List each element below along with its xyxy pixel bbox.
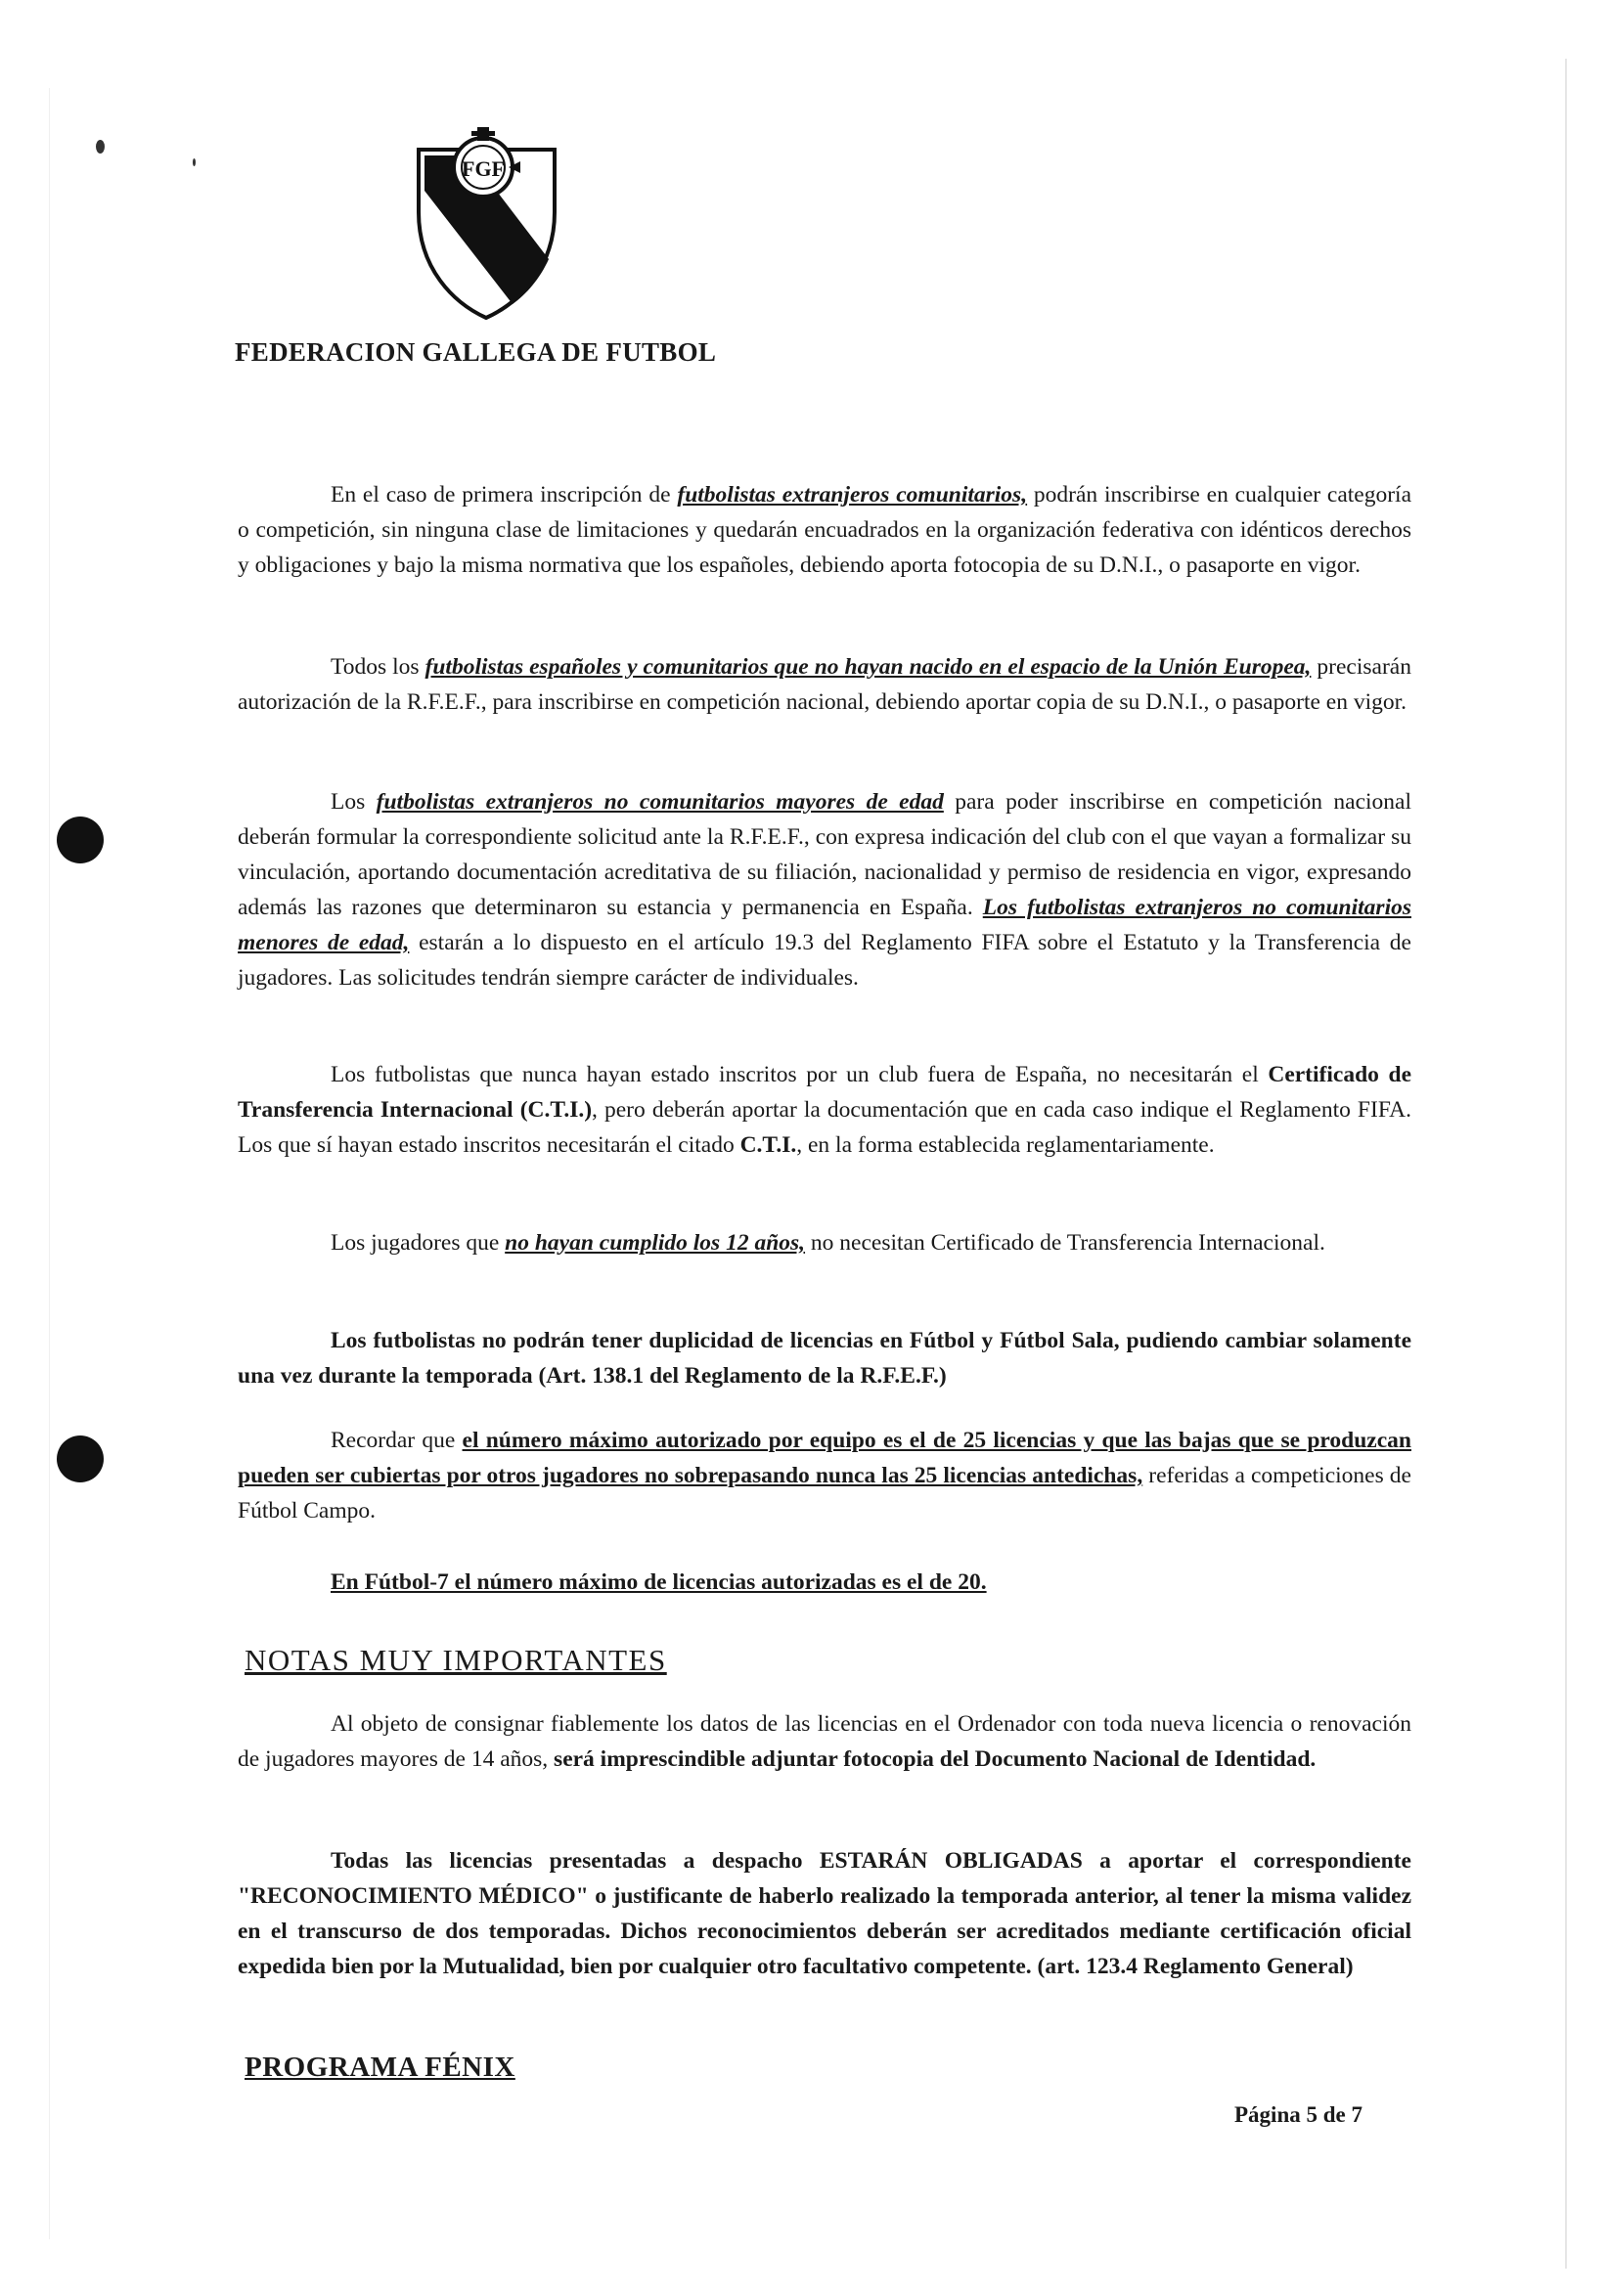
paragraph-under-12: Los jugadores que no hayan cumplido los 12 años, no necesitan Certificado de Transferencia Internacional. xyxy=(331,1230,1325,1256)
scan-speck xyxy=(193,158,196,166)
emphasis: futbolistas españoles y comunitarios que no hayan nacido en el espacio de la Unión Europea, xyxy=(424,654,1312,680)
organization-name: FEDERACION GALLEGA DE FUTBOL xyxy=(235,337,717,367)
binder-hole-top xyxy=(57,817,104,863)
paragraph-max-licenses: Recordar que el número máximo autorizado por equipo es el de 25 licencias y que las bajas que se produzcan pueden ser cubiertas por otros jugadores no sobrepasando nunca las 25 licencias antedichas, referidas a competiciones de Fútbol Campo. xyxy=(238,1428,1411,1523)
note-medical-check: Todas las licencias presentadas a despacho ESTARÁN OBLIGADAS a aportar el correspondiente "RECONOCIMIENTO MÉDICO" o justificante de haberlo realizado la temporada anterior, al tener la misma validez en el transcurso de dos temporadas. Dichos reconocimientos deberán ser acreditados mediante certificación oficial expedida bien por la Mutualidad, bien por cualquier otro facultativo competente. (art. 123.4 Reglamento General) xyxy=(238,1848,1411,1979)
emphasis: futbolistas extranjeros comunitarios, xyxy=(677,482,1028,508)
emphasis: el número máximo autorizado por equipo es el de 25 licencias y que las bajas que se produzcan pueden ser cubiertas por otros jugadores no sobrepasando nunca las 25 licencias antedichas, xyxy=(238,1428,1411,1488)
paragraph-non-eu-born: Todos los futbolistas españoles y comunitarios que no hayan nacido en el espacio de la Unión Europea, precisarán autorización de la R.F.E.F., para inscribirse en competición nacional, debiendo aportar copia de su D.N.I., o pasaporte en vigor. xyxy=(238,654,1411,715)
paragraph-futbol7: En Fútbol-7 el número máximo de licencias autorizadas es el de 20. xyxy=(331,1569,987,1595)
emphasis: no hayan cumplido los 12 años, xyxy=(505,1230,806,1256)
paragraph-duplicate-licenses: Los futbolistas no podrán tener duplicidad de licencias en Fútbol y Fútbol Sala, pudiendo cambiar solamente una vez durante la temporada (Art. 138.1 del Reglamento de la R.F.E.F.) xyxy=(238,1328,1411,1389)
scan-speck xyxy=(96,140,105,154)
program-heading: PROGRAMA FÉNIX xyxy=(245,2052,515,2083)
emphasis: futbolistas extranjeros no comunitarios mayores de edad xyxy=(376,789,944,815)
page-number: Página 5 de 7 xyxy=(1234,2102,1362,2127)
paragraph-ue-players: En el caso de primera inscripción de futbolistas extranjeros comunitarios, podrán inscribirse en cualquier categoría o competición, sin ninguna clase de limitaciones y quedarán encuadrados en la organización federativa con idénticos derechos y obligaciones y bajo la misma normativa que los españoles, debiendo aporta fotocopia de su D.N.I., o pasaporte en vigor. xyxy=(238,482,1412,578)
scan-edge-left xyxy=(49,88,50,2239)
notes-heading: NOTAS MUY IMPORTANTES xyxy=(245,1643,667,1677)
paragraph-non-eu-adults: Los futbolistas extranjeros no comunitarios mayores de edad para poder inscribirse en competición nacional deberán formular la correspondiente solicitud ante la R.F.E.F., con expresa indicación del club con el que vayan a formalizar su vinculación, aportando documentación acreditativa de su filiación, nacionalidad y permiso de residencia en vigor, expresando además las razones que determinaron su estancia y permanencia en España. Los futbolistas extranjeros no comunitarios menores de edad, estarán a lo dispuesto en el artículo 19.3 del Reglamento FIFA sobre el Estatuto y la Transferencia de jugadores. Las solicitudes tendrán siempre carácter de individuales. xyxy=(238,789,1411,991)
emphasis: Los futbolistas extranjeros no comunitarios menores de edad, xyxy=(238,895,1411,955)
logo-monogram: FGF xyxy=(462,156,505,181)
note-id-document: Al objeto de consignar fiablemente los datos de las licencias en el Ordenador con toda nueva licencia o renovación de jugadores mayores de 14 años, será imprescindible adjuntar fotocopia del Documento Nacional de Identidad. xyxy=(238,1711,1411,1772)
scan-edge-right xyxy=(1565,59,1567,2269)
federation-crest-logo xyxy=(411,122,562,323)
paragraph-cti: Los futbolistas que nunca hayan estado inscritos por un club fuera de España, no necesitarán el Certificado de Transferencia Internacional (C.T.I.), pero deberán aportar la documentación que en cada caso indique el Reglamento FIFA. Los que sí hayan estado inscritos necesitarán el citado C.T.I., en la forma establecida reglamentariamente. xyxy=(238,1062,1411,1158)
binder-hole-bottom xyxy=(57,1435,104,1482)
